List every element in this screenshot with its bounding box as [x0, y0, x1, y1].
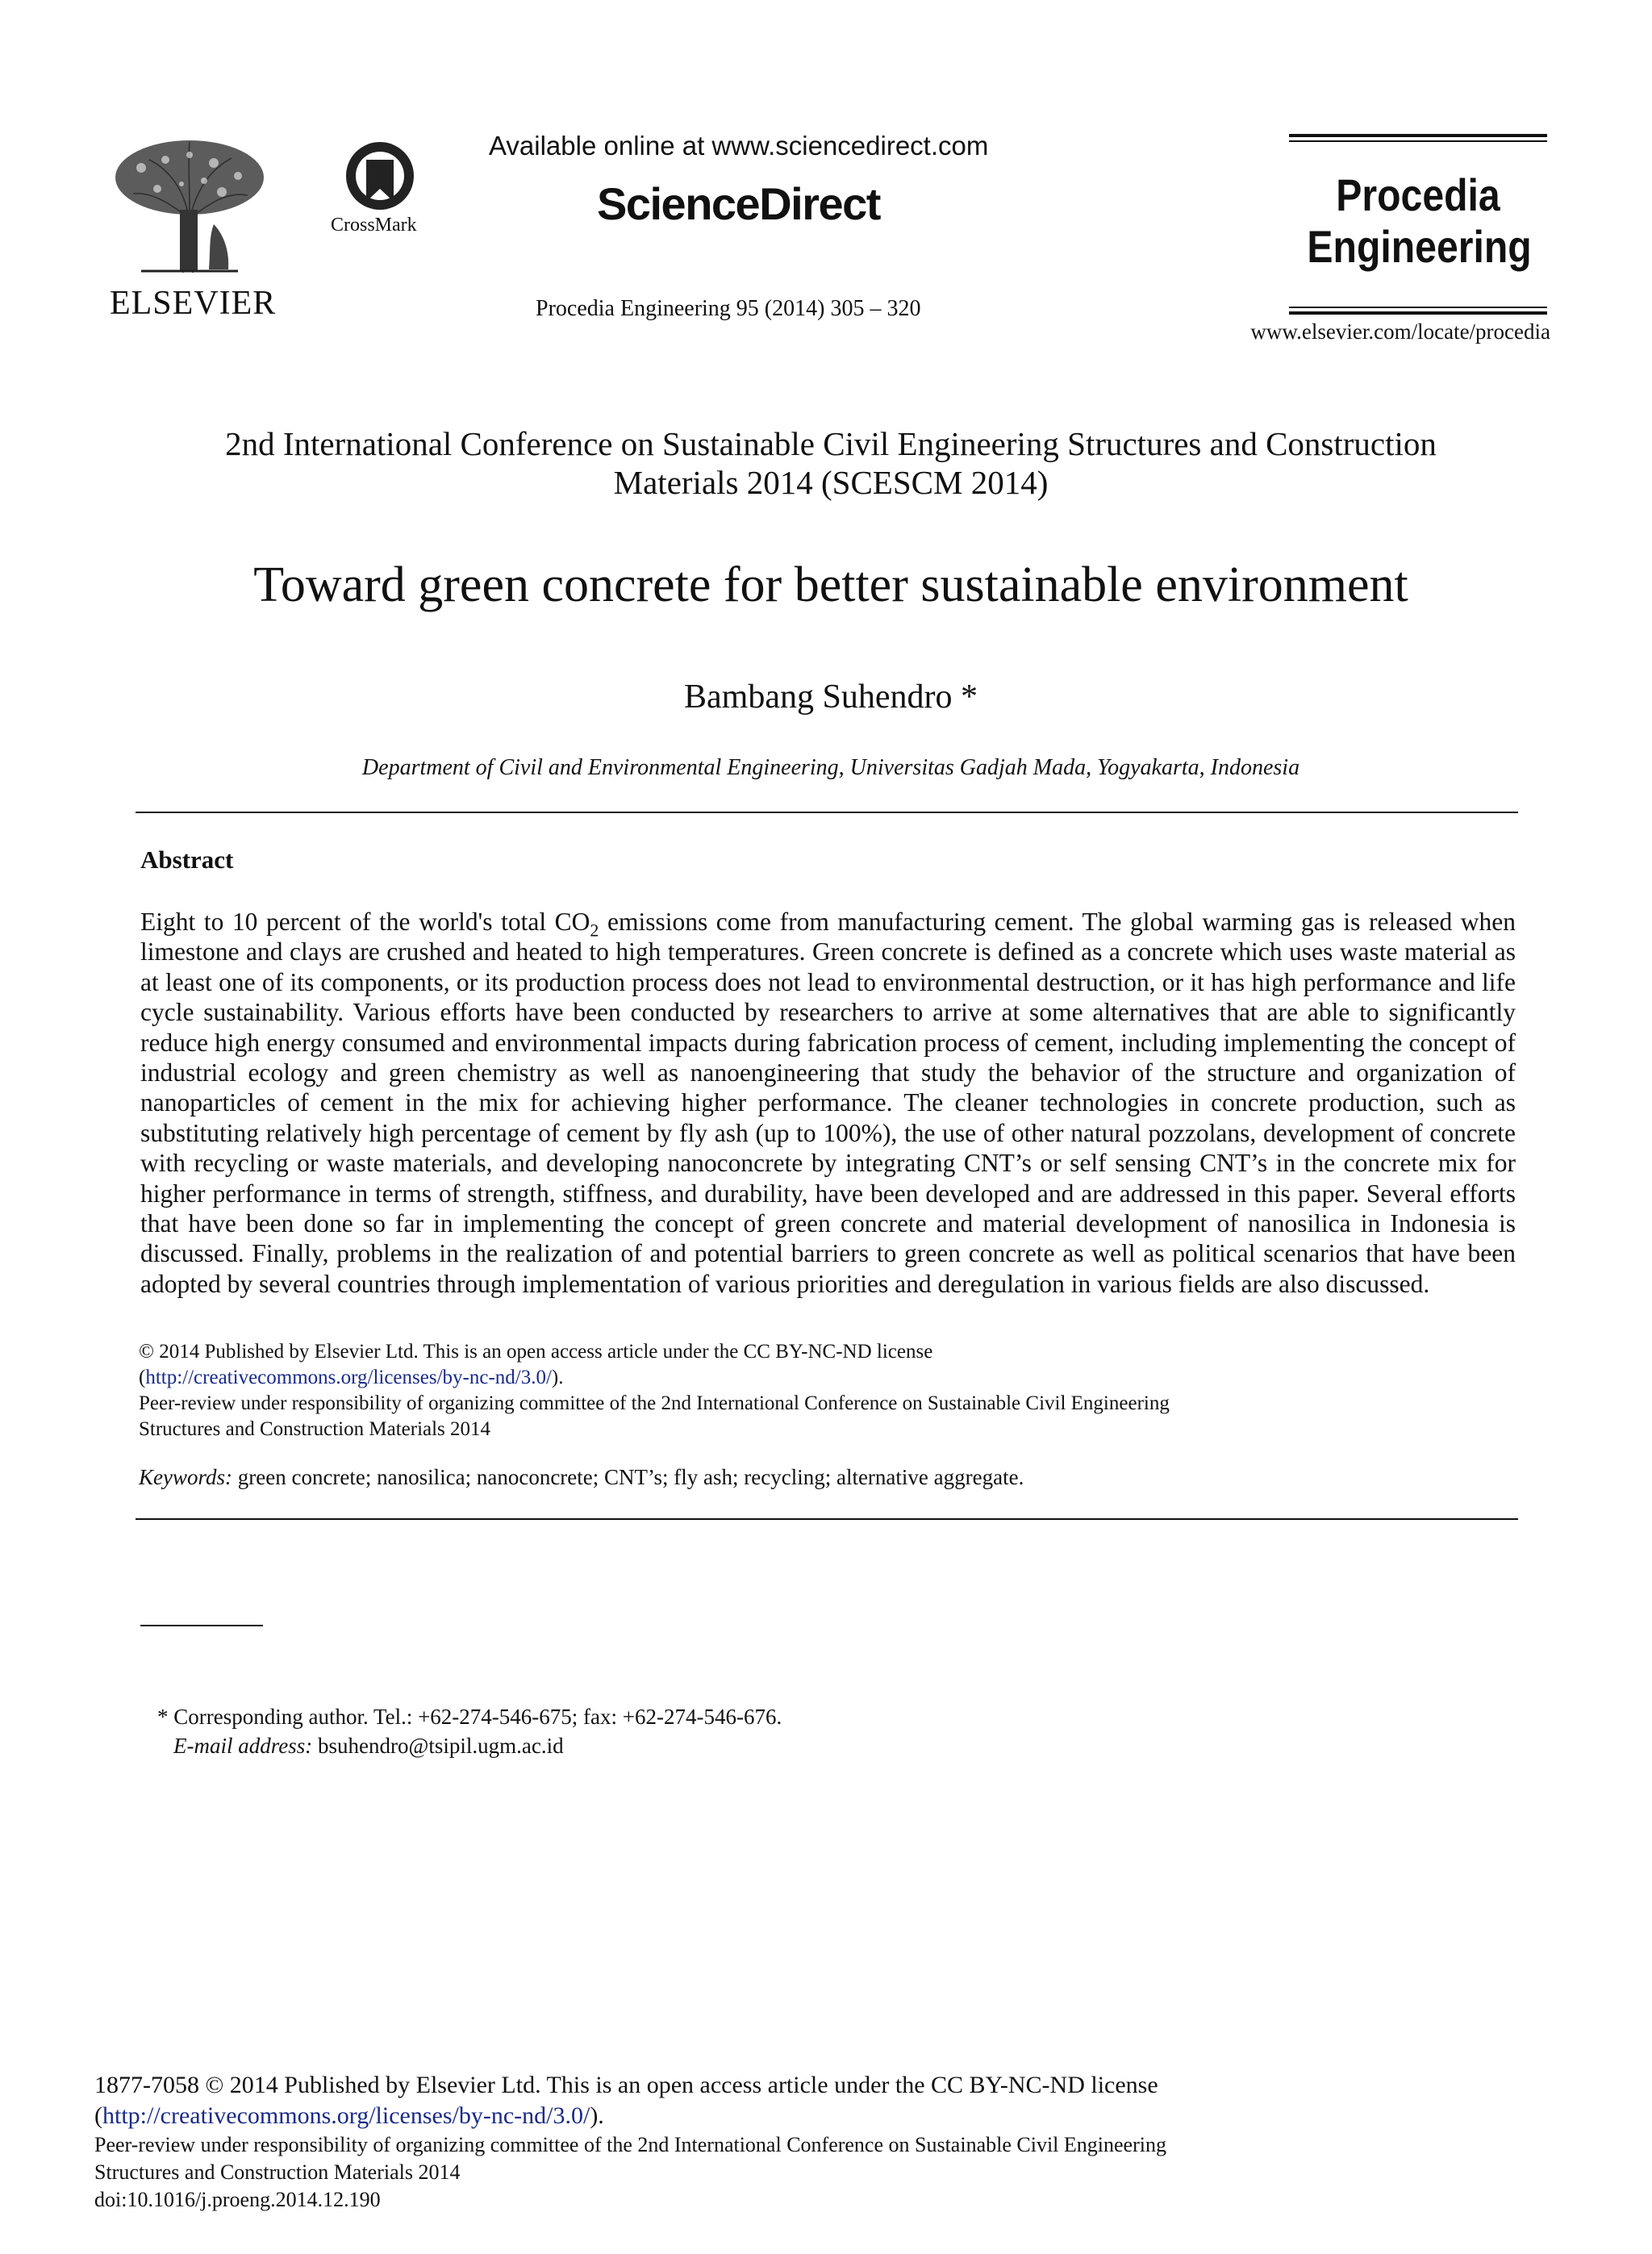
journal-reference: Procedia Engineering 95 (2014) 305 – 320 — [536, 296, 921, 321]
footer-license-link-line: (http://creativecommons.org/licenses/by-nc-nd/3.0/). — [94, 2102, 604, 2129]
crossmark-label: CrossMark — [331, 215, 417, 236]
license-line: © 2014 Published by Elsevier Ltd. This is an open access article under the CC BY-NC-ND license — [139, 1341, 933, 1363]
journal-title-line1: Procedia — [1336, 169, 1500, 220]
footer-license-line: 1877-7058 © 2014 Published by Elsevier Ltd. This is an open access article under the CC BY-NC-ND license — [94, 2072, 1158, 2098]
conference-line1: 2nd International Conference on Sustainable Civil Engineering Structures and Construction — [225, 425, 1437, 462]
co2-subscript: 2 — [590, 920, 599, 941]
available-online-text: Available online at www.sciencedirect.com — [489, 131, 989, 161]
corresponding-author-footnote — [157, 1702, 1367, 1760]
elsevier-wordmark: ELSEVIER — [110, 285, 277, 322]
email-label: E-mail address: — [173, 1734, 313, 1758]
abstract-heading: Abstract — [140, 845, 234, 874]
license-block — [139, 1339, 1510, 1442]
keywords-label: Keywords: — [139, 1465, 232, 1489]
email-address[interactable]: bsuhendro@tsipil.ugm.ac.id — [312, 1734, 564, 1758]
keywords — [139, 1465, 1510, 1490]
abstract-text — [140, 907, 1516, 1299]
sciencedirect-logo: ScienceDirect — [597, 178, 880, 229]
divider-bottom — [136, 1518, 1518, 1520]
email-line — [157, 1731, 1367, 1760]
abstract-text-rest: emissions come from manufacturing cement. The global warming gas is released when limestone and clays are crushed and heated to high temperatures. Green concrete is defined as a concrete which uses waste material as at least one of its components, or its production process does not lead to environmental destruction, or it has high performance and life cycle sustainability. Various efforts have been conducted by researchers to arrive at some alternatives that are able to significantly reduce high energy consumed and environmental impacts during fabrication process of cement, including implementing the concept of industrial ecology and green chemistry as well as nanoengineering that study the behavior of the structure and organization of nanoparticles of cement in the mix for achieving higher performance. The cleaner technologies in concrete production, such as substituting relatively high percentage of cement by fly ash (up to 100%), the use of other natural pozzolans, development of concrete with recycling or waste materials, and developing nanoconcrete by integrating CNT’s or self sensing CNT’s in the concrete mix for higher performance in terms of strength, stiffness, and durability, have been developed and are addressed in this paper. Several efforts that have been done so far in implementing the concept of green concrete and material development of nanosilica in Indonesia is discussed. Finally, problems in the realization of and potential barriers to green concrete as well as political scenarios that have been adopted by several countries through implementation of various priorities and deregulation in various fields are also discussed. — [140, 908, 1516, 1298]
conference-line2: Materials 2014 (SCESCM 2014) — [613, 464, 1049, 501]
journal-title-line2: Engineering — [1307, 221, 1532, 272]
page-footer — [94, 2070, 1546, 2214]
journal-title-rule-top — [1289, 134, 1547, 142]
keywords-list: green concrete; nanosilica; nanoconcrete; CNT’s; fly ash; recycling; alternative aggregate. — [232, 1465, 1024, 1489]
author-name: Bambang Suhendro * — [684, 678, 978, 716]
peer-review-line1: Peer-review under responsibility of organizing committee of the 2nd International Conference on Sustainable Civil Engineering — [139, 1392, 1170, 1414]
peer-review-line2: Structures and Construction Materials 2014 — [139, 1418, 491, 1440]
conference-name — [129, 424, 1533, 502]
journal-url[interactable]: www.elsevier.com/locate/procedia — [1250, 319, 1550, 344]
journal-title — [1307, 169, 1532, 273]
paper-title: Toward green concrete for better sustainable environment — [253, 557, 1408, 612]
author-affiliation: Department of Civil and Environmental Engineering, Universitas Gadjah Mada, Yogyakarta, Indonesia — [361, 755, 1300, 780]
divider-top — [136, 812, 1518, 813]
footer-license-link[interactable]: http://creativecommons.org/licenses/by-nc-nd/3.0/ — [102, 2102, 590, 2129]
elsevier-tree-logo — [109, 136, 270, 274]
abstract-text-start: Eight to 10 percent of the world's total CO — [140, 908, 590, 936]
license-link-line: (http://creativecommons.org/licenses/by-nc-nd/3.0/). — [139, 1367, 564, 1388]
footnote-rule — [140, 1625, 263, 1626]
footer-doi[interactable]: doi:10.1016/j.proeng.2014.12.190 — [94, 2188, 381, 2211]
journal-title-rule-bottom — [1289, 307, 1547, 315]
footer-peer-review-line2: Structures and Construction Materials 2014 — [94, 2160, 461, 2184]
corresponding-author-contact: * Corresponding author. Tel.: +62-274-546-675; fax: +62-274-546-676. — [157, 1705, 782, 1729]
license-link[interactable]: http://creativecommons.org/licenses/by-nc-nd/3.0/ — [145, 1367, 552, 1388]
footer-peer-review-line1: Peer-review under responsibility of organizing committee of the 2nd International Conference on Sustainable Civil Engineering — [94, 2133, 1166, 2156]
